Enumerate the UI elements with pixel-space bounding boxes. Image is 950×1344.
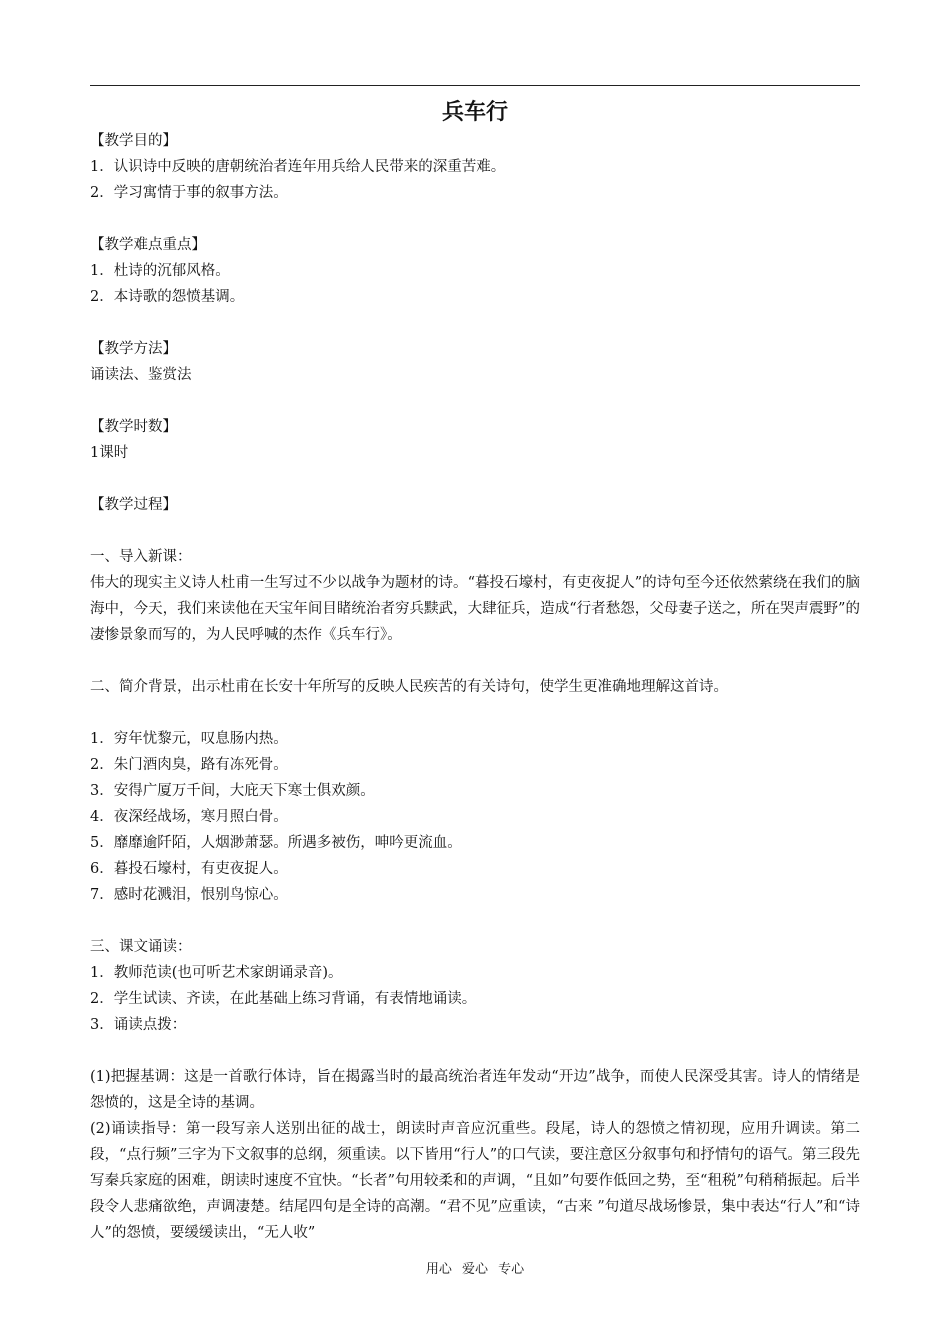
reading-note-guidance: (2)诵读指导：第一段写亲人送别出征的战士，朗读时声音应沉重些。段尾，诗人的怨愤之情初现，应用升调读。第二段，“点行频”三字为下文叙事的总纲，须重读。以下皆用“行人”的口气读，要注意区分叙事句和抒情句的语气。第三段先写秦兵家庭的困难，朗读时速度不宜快。“长者”句用较柔和的声调，“且如”句要作低回之势，至“租税”句稍稍振起。后半段令人悲痛欲绝，声调凄楚。结尾四句是全诗的高潮。“君不见”应重读，“古来 ”句道尽战场惨景，集中表达“行人”和“诗人”的怨愤，要缓缓读出，“无人收” (90, 1121, 860, 1241)
section-heading-hours: 【教学时数】 (90, 419, 177, 435)
spacer (90, 310, 860, 336)
section-heading-methods: 【教学方法】 (90, 341, 177, 357)
poem-line-item: 3．安得广厦万千间，大庇天下寒士俱欢颜。 (90, 783, 375, 799)
document-body (90, 128, 860, 1246)
poem-line-item: 4．夜深经战场，寒月照白骨。 (90, 809, 288, 825)
spacer (90, 206, 860, 232)
reading-heading: 三、课文诵读： (90, 939, 192, 955)
spacer (90, 466, 860, 492)
spacer (90, 1038, 860, 1064)
reading-item: 2．学生试读、齐读，在此基础上练习背诵，有表情地诵读。 (90, 991, 477, 1007)
objective-item: 2．学习寓情于事的叙事方法。 (90, 185, 288, 201)
spacer (90, 700, 860, 726)
section-heading-key-points: 【教学难点重点】 (90, 237, 206, 253)
reading-item: 1．教师范读(也可听艺术家朗诵录音)。 (90, 965, 343, 981)
intro-paragraph: 伟大的现实主义诗人杜甫一生写过不少以战争为题材的诗。“暮投石壕村，有吏夜捉人”的诗句至今还依然萦绕在我们的脑海中，今天，我们来读他在天宝年间目睹统治者穷兵黩武，大肆征兵，造成“行者愁怨，父母妻子送之，所在哭声震野”的凄惨景象而写的，为人民呼喊的杰作《兵车行》。 (90, 575, 860, 643)
page-footer: 用心 爱心 专心 (425, 1262, 525, 1277)
key-point-item: 2．本诗歌的怨愤基调。 (90, 289, 245, 305)
spacer (90, 908, 860, 934)
spacer (90, 518, 860, 544)
section-heading-objectives: 【教学目的】 (90, 133, 177, 149)
poem-line-item: 6．暮投石壕村，有吏夜捉人。 (90, 861, 288, 877)
spacer (90, 388, 860, 414)
header-rule (90, 85, 860, 86)
spacer (90, 648, 860, 674)
poem-line-item: 2．朱门酒肉臭，路有冻死骨。 (90, 757, 288, 773)
intro-heading: 一、导入新课： (90, 549, 192, 565)
poem-line-item: 1．穷年忧黎元，叹息肠内热。 (90, 731, 288, 747)
poem-line-item: 7．感时花溅泪，恨别鸟惊心。 (90, 887, 288, 903)
background-heading: 二、简介背景，出示杜甫在长安十年所写的反映人民疾苦的有关诗句，使学生更准确地理解这首诗。 (90, 679, 728, 695)
section-heading-process: 【教学过程】 (90, 497, 177, 513)
objective-item: 1．认识诗中反映的唐朝统治者连年用兵给人民带来的深重苦难。 (90, 159, 506, 175)
page-title: 兵车行 (441, 100, 508, 125)
key-point-item: 1．杜诗的沉郁风格。 (90, 263, 230, 279)
methods-text: 诵读法、鉴赏法 (90, 367, 192, 383)
poem-line-item: 5．靡靡逾阡陌，人烟渺萧瑟。所遇多被伤，呻吟更流血。 (90, 835, 462, 851)
reading-item: 3．诵读点拨： (90, 1017, 187, 1033)
reading-note-tone: (1)把握基调：这是一首歌行体诗，旨在揭露当时的最高统治者连年发动“开边”战争，而使人民深受其害。诗人的情绪是怨愤的，这是全诗的基调。 (90, 1069, 860, 1111)
hours-text: 1课时 (90, 445, 129, 461)
